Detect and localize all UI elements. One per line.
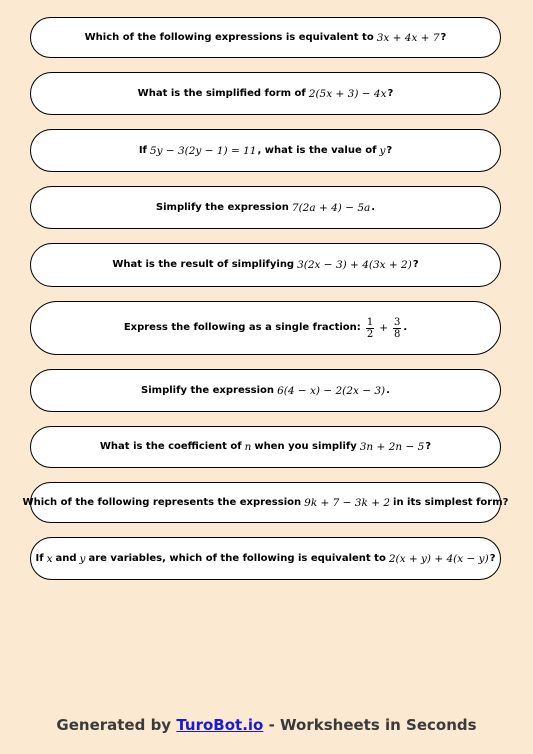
math-variable: y <box>79 552 86 565</box>
question-text-4: Simplify the expression 7(2a + 4) − 5a . <box>155 201 376 214</box>
footer-text-after: - Worksheets in Seconds <box>268 716 477 734</box>
question-card-1 <box>30 17 501 58</box>
fraction-1: $\frac{1}{2}$ <box>366 316 374 340</box>
question-text-1: Which of the following expressions is equivalent to 3x + 4x + 7 ? <box>84 31 447 44</box>
question-card-10 <box>30 537 501 580</box>
plus-operator: + <box>379 322 388 334</box>
question-card-9 <box>22 482 509 523</box>
math-expression: 9k + 7 − 3k + 2 <box>304 496 391 509</box>
turobot-link[interactable]: TuroBot.io <box>176 716 264 734</box>
question-card-7 <box>30 369 501 412</box>
math-expression: 3(2x − 3) + 4(3x + 2) <box>297 259 412 271</box>
question-text-10: If x and y are variables, which of the following is equivalent to 2(x + y) + 4(x − y) ? <box>35 552 496 565</box>
question-text-9: Which of the following represents the expression 9k + 7 − 3k + 2 in its simplest form? <box>22 496 509 509</box>
footer-text-before: Generated by <box>56 716 172 734</box>
math-expression: 2(x + y) + 4(x − y) <box>388 552 489 565</box>
math-expression: 7(2a + 4) − 5a <box>291 201 371 214</box>
math-variable: n <box>244 441 252 453</box>
math-expression: 6(4 − x) − 2(2x − 3) <box>277 384 386 397</box>
question-text-2: What is the simplified form of 2(5x + 3) − 4x ? <box>137 87 394 100</box>
fraction-2: $\frac{3}{8}$ <box>394 316 401 340</box>
footer <box>0 716 533 734</box>
math-expression: 3x + 4x + 7 <box>376 31 440 44</box>
question-text-3: If 5y − 3(2y − 1) = 11 , what is the value of y ? <box>138 144 393 157</box>
math-variable: x <box>46 552 53 565</box>
math-expression: 3n + 2n − 5 <box>359 441 425 453</box>
question-card-8 <box>30 426 501 468</box>
math-expression: 2(5x + 3) − 4x <box>308 87 387 100</box>
question-card-5 <box>30 243 501 287</box>
math-expression: 5y − 3(2y − 1) = 11 <box>149 144 257 157</box>
question-text-5: What is the result of simplifying 3(2x − 3) + 4(3x + 2) ? <box>112 259 419 271</box>
question-text-7: Simplify the expression 6(4 − x) − 2(2x − 3) . <box>141 384 390 397</box>
math-variable: y <box>379 144 386 157</box>
question-text-6: Express the following as a single fraction: $\frac{1}{2}$ + $\frac{3}{8}$ . <box>123 316 408 340</box>
question-card-2 <box>30 72 501 115</box>
question-card-4 <box>30 186 501 229</box>
question-text-8: What is the coefficient of n when you simplify 3n + 2n − 5 ? <box>99 441 432 453</box>
question-card-6 <box>30 301 501 355</box>
question-card-3 <box>30 129 501 172</box>
